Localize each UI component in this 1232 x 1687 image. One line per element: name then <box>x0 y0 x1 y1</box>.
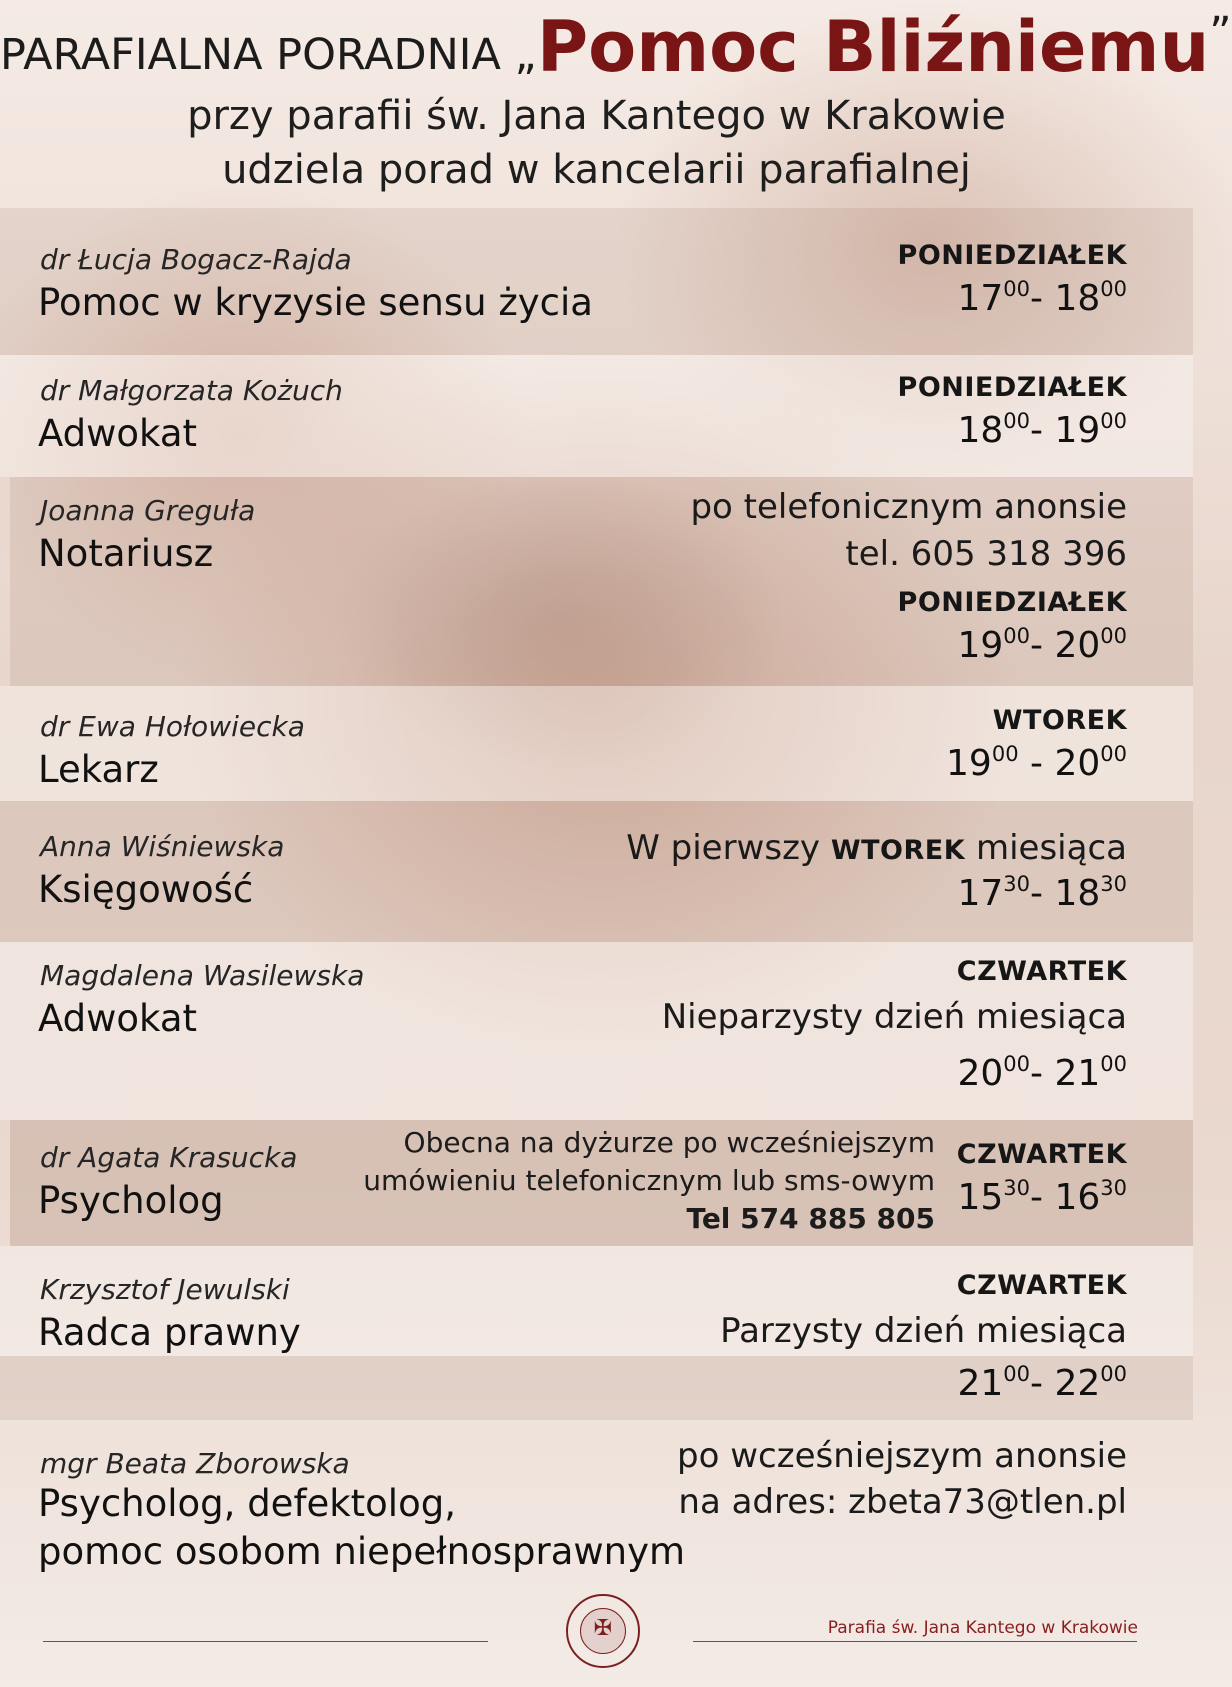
schedule-time: $15^{30}-$ $16^{30}$ <box>957 1176 1127 1218</box>
advisor-role: Psycholog <box>38 1179 224 1222</box>
schedule-time: $20^{00}-$ $21^{00}$ <box>957 1052 1127 1094</box>
schedule-time: $18^{00}-$ $19^{00}$ <box>957 409 1127 451</box>
schedule-note: Parzysty dzień miesiąca <box>720 1311 1127 1351</box>
footer-parish-name: Parafia św. Jana Kantego w Krakowie <box>827 1618 1138 1638</box>
title-close-quote: ” <box>1209 8 1232 58</box>
advisor-role: Księgowość <box>38 868 254 911</box>
advisor-name: mgr Beata Zborowska <box>40 1447 350 1480</box>
page-title <box>0 6 1232 88</box>
schedule-note: W pierwszy WTOREK miesiąca <box>626 828 1127 868</box>
subtitle-office: udziela porad w kancelarii parafialnej <box>222 147 971 193</box>
schedule-day: WTOREK <box>992 705 1127 736</box>
schedule-day: CZWARTEK <box>956 956 1127 987</box>
advisor-name: dr Ewa Hołowiecka <box>40 710 305 743</box>
advisor-role-continued: pomoc osobom niepełnosprawnym <box>38 1530 686 1573</box>
advisor-role: Psycholog, defektolog, <box>38 1482 456 1525</box>
schedule-note: Nieparzysty dzień miesiąca <box>661 997 1127 1037</box>
schedule-day: CZWARTEK <box>956 1270 1127 1301</box>
schedule-time: $19^{00} - 20^{00}$ <box>946 742 1127 784</box>
email-address: na adres: zbeta73@tlen.pl <box>678 1482 1127 1522</box>
advisor-name: Krzysztof Jewulski <box>40 1273 290 1306</box>
schedule-day: PONIEDZIAŁEK <box>897 587 1127 618</box>
advisor-name: dr Małgorzata Kożuch <box>40 374 343 407</box>
schedule-note: po wcześniejszym anonsie <box>677 1436 1127 1476</box>
schedule-time: $17^{30}-$ $18^{30}$ <box>957 872 1127 914</box>
schedule-time: $19^{00}-$ $20^{00}$ <box>957 624 1127 666</box>
footer-divider-left <box>43 1641 488 1642</box>
advisor-name: dr Łucja Bogacz-Rajda <box>40 243 352 276</box>
schedule-note: po telefonicznym anonsie <box>690 487 1127 527</box>
advisor-name: Anna Wiśniewska <box>40 830 285 863</box>
footer-divider-right <box>693 1641 1137 1642</box>
advisor-role: Adwokat <box>38 997 198 1040</box>
title-highlight: Pomoc Bliźniemu <box>536 6 1210 88</box>
schedule-day: CZWARTEK <box>956 1139 1127 1170</box>
schedule-time: $21^{00}-$ $22^{00}$ <box>957 1362 1127 1404</box>
phone-number: tel. 605 318 396 <box>845 534 1127 574</box>
advisor-role: Radca prawny <box>38 1311 301 1354</box>
schedule-time: $17^{00}-$ $18^{00}$ <box>957 277 1127 319</box>
advisor-role: Pomoc w kryzysie sensu życia <box>38 281 593 324</box>
schedule-day: PONIEDZIAŁEK <box>897 372 1127 403</box>
advisor-role: Lekarz <box>38 748 159 791</box>
schedule-day: PONIEDZIAŁEK <box>897 240 1127 271</box>
parish-seal-icon: ✠ <box>566 1594 640 1668</box>
advisor-role: Adwokat <box>38 412 198 455</box>
advisor-name: dr Agata Krasucka <box>40 1141 298 1174</box>
appointment-note: Obecna na dyżurze po wcześniejszym umówieniu telefonicznym lub sms-owym Tel 574 885 805 <box>363 1124 935 1238</box>
advisor-name: Joanna Greguła <box>40 494 256 527</box>
advisor-role: Notariusz <box>38 532 214 575</box>
phone-number: Tel 574 885 805 <box>686 1202 935 1235</box>
title-prefix: PARAFIALNA PORADNIA „ <box>0 30 537 80</box>
advisor-name: Magdalena Wasilewska <box>40 959 365 992</box>
subtitle-parish: przy parafii św. Jana Kantego w Krakowie <box>187 93 1006 139</box>
